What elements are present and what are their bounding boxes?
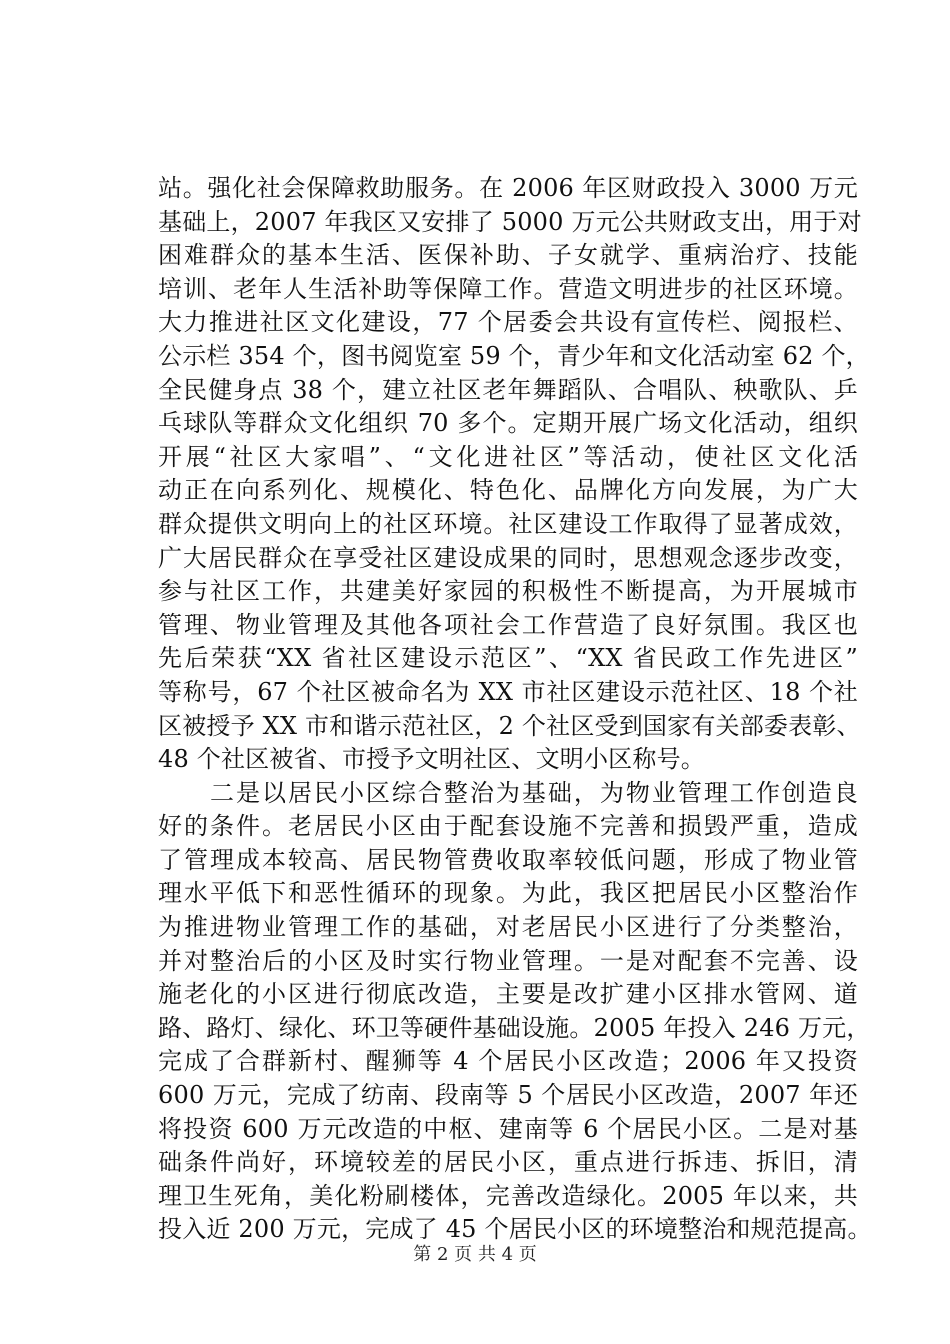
text-line: 48 个社区被省、市授予文明社区、文明小区称号。	[158, 745, 705, 774]
text-line: 困难群众的基本生活、医保补助、子女就学、重病治疗、技能	[158, 241, 858, 270]
text-line: 广大居民群众在享受社区建设成果的同时，思想观念逐步改变，	[158, 543, 858, 572]
text-line: 完成了合群新村、醒狮等 4 个居民小区改造；2006 年又投资	[158, 1047, 858, 1076]
text-line: 群众提供文明向上的社区环境。社区建设工作取得了显著成效，	[158, 509, 858, 538]
text-line: 先后荣获“XX 省社区建设示范区”、“XX 省民政工作先进区”	[158, 644, 858, 673]
text-line: 乓球队等群众文化组织 70 多个。定期开展广场文化活动，组织	[158, 409, 858, 438]
text-line: 投入近 200 万元，完成了 45 个居民小区的环境整治和规范提高。	[158, 1215, 872, 1244]
text-line: 理水平低下和恶性循环的现象。为此，我区把居民小区整治作	[158, 879, 858, 908]
text-line: 等称号，67 个社区被命名为 XX 市社区建设示范社区、18 个社	[158, 677, 858, 706]
page-footer: 第 2 页 共 4 页	[413, 1244, 537, 1265]
text-line: 路、路灯、绿化、环卫等硬件基础设施。2005 年投入 246 万元，	[158, 1013, 871, 1042]
text-line: 二是以居民小区综合整治为基础，为物业管理工作创造良	[158, 778, 858, 807]
text-line: 全民健身点 38 个，建立社区老年舞蹈队、合唱队、秧歌队、乒	[158, 375, 858, 404]
text-line: 开展“社区大家唱”、“文化进社区”等活动，使社区文化活	[158, 442, 858, 471]
text-line: 大力推进社区文化建设，77 个居委会共设有宣传栏、阅报栏、	[158, 308, 858, 337]
text-line: 区被授予 XX 市和谐示范社区，2 个社区受到国家有关部委表彰、	[158, 711, 861, 740]
text-line: 站。强化社会保障救助服务。在 2006 年区财政投入 3000 万元	[158, 174, 858, 202]
text-line: 参与社区工作，共建美好家园的积极性不断提高，为开展城市	[158, 577, 858, 606]
text-line: 施老化的小区进行彻底改造，主要是改扩建小区排水管网、道	[158, 980, 858, 1009]
text-line: 将投资 600 万元改造的中枢、建南等 6 个居民小区。二是对基	[158, 1114, 858, 1143]
text-line: 理卫生死角，美化粉刷楼体，完善改造绿化。2005 年以来，共	[158, 1181, 858, 1210]
text-line: 培训、老年人生活补助等保障工作。营造文明进步的社区环境。	[158, 274, 858, 303]
text-line: 公示栏 354 个，图书阅览室 59 个，青少年和文化活动室 62 个，	[158, 341, 870, 370]
text-line: 了管理成本较高、居民物管费收取率较低问题，形成了物业管	[158, 845, 858, 874]
text-line: 基础上，2007 年我区又安排了 5000 万元公共财政支出，用于对	[158, 207, 862, 236]
text-line: 600 万元，完成了纺南、段南等 5 个居民小区改造，2007 年还	[158, 1081, 858, 1110]
text-line: 为推进物业管理工作的基础，对老居民小区进行了分类整治，	[158, 913, 858, 942]
text-line: 动正在向系列化、规模化、特色化、品牌化方向发展，为广大	[158, 476, 858, 505]
text-line: 并对整治后的小区及时实行物业管理。一是对配套不完善、设	[158, 946, 858, 975]
text-line: 管理、物业管理及其他各项社会工作营造了良好氛围。我区也	[158, 610, 858, 639]
text-line: 好的条件。老居民小区由于配套设施不完善和损毁严重，造成	[158, 812, 858, 841]
text-line: 础条件尚好，环境较差的居民小区，重点进行拆违、拆旧，清	[158, 1148, 858, 1177]
body-text	[158, 172, 872, 1247]
